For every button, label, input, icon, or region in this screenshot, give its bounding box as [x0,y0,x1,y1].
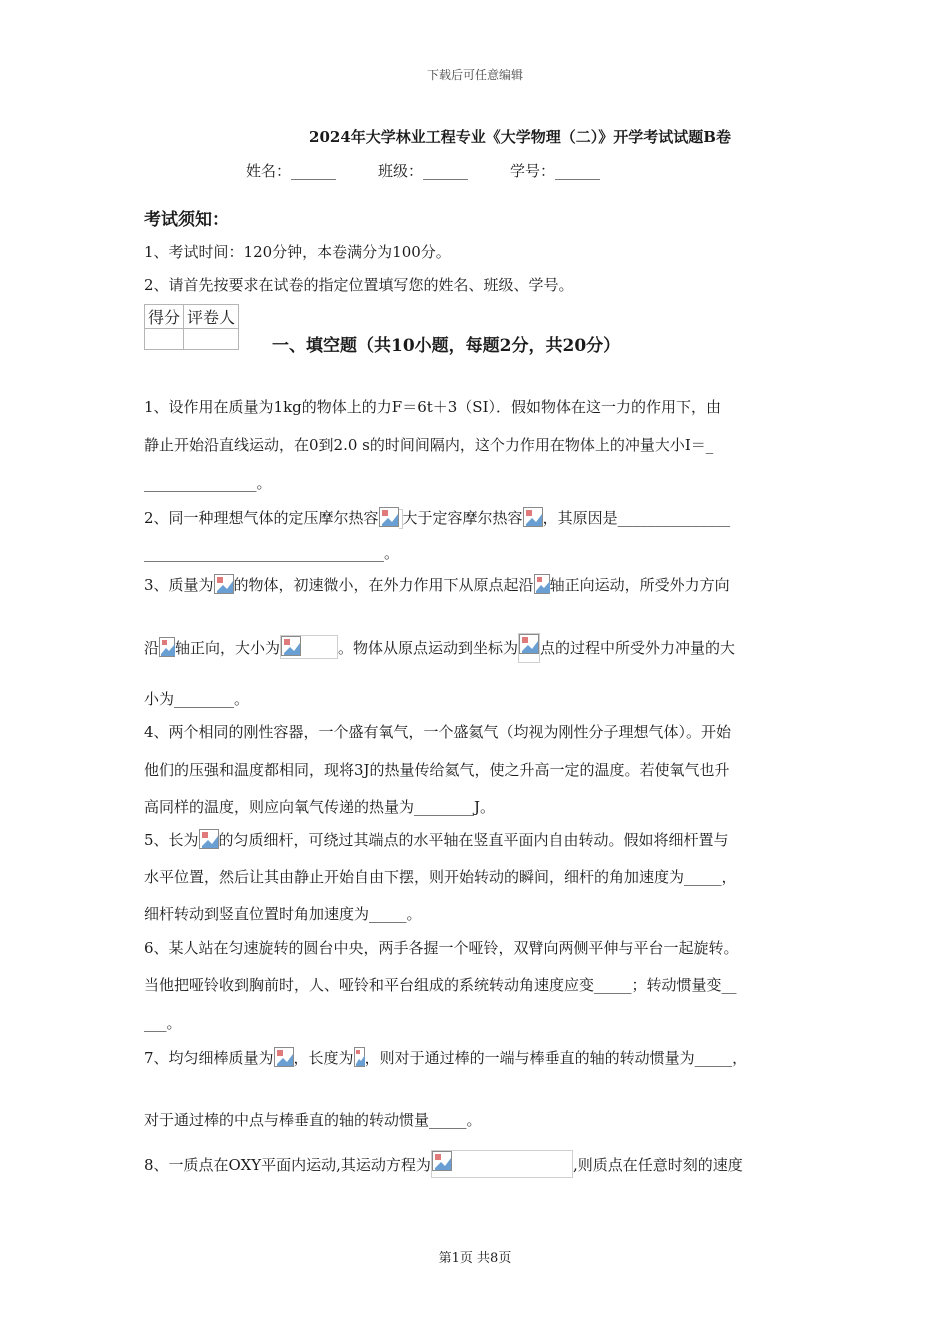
broken-image-icon [519,634,539,654]
q3-text-e: 轴正向，大小为 [175,639,281,657]
q6-line-3: ___。 [144,1014,182,1032]
broken-image-icon [199,829,219,849]
broken-image-icon [159,637,175,657]
q1-line-1: 1、设作用在质量为1kg的物体上的力F＝6t＋3（SI）．假如物体在这一力的作用下，由 [144,398,722,416]
section-title: 一、填空题（共10小题，每题2分，共20分） [272,336,621,356]
q3-text-c: 轴正向运动，所受外力方向 [549,576,730,594]
formula-image-box [518,633,540,663]
q3-line-2 [144,633,735,663]
q5-line-2: 水平位置，然后让其由静止开始自由下摆，则开始转动的瞬间，细杆的角加速度为_____， [144,868,737,886]
q1-line-3: _______________。 [144,474,272,492]
q2-line-2: ________________________________。 [144,544,400,562]
q6-line-2: 当他把哑铃收到胸前时，人、哑铃和平台组成的系统转动角速度应变_____；转动惯量变__ [144,976,737,994]
broken-image-icon [354,1047,365,1067]
q5-line-3: 细杆转动到竖直位置时角加速度为_____。 [144,905,422,923]
q3-text-a: 3、质量为 [144,576,214,594]
q2-text-b: 大于定容摩尔热容 [402,509,523,527]
score-table [144,304,239,350]
q6-line-1: 6、某人站在匀速旋转的圆台中央，两手各握一个哑铃，双臂向两侧平伸与平台一起旋转。 [144,939,739,957]
student-id-field[interactable]: 学号：______ [510,162,601,180]
notice-line-1: 1、考试时间：120分钟，本卷满分为100分。 [144,243,451,261]
q2-text-a: 2、同一种理想气体的定压摩尔热容 [144,509,379,527]
score-header: 得分 [145,305,184,329]
q7-line-1 [144,1047,747,1068]
q5-text-b: 的匀质细杆，可绕过其端点的水平轴在竖直平面内自由转动。假如将细杆置与 [218,831,729,849]
score-cell[interactable] [145,329,184,350]
student-info-fields [246,160,600,181]
notice-title: 考试须知： [144,210,229,230]
q7-text-b: ，长度为 [293,1049,354,1067]
page-header: 下载后可任意编辑 [426,68,523,82]
broken-image-icon [523,507,543,527]
q3-line-3: 小为________。 [144,690,250,708]
formula-image-box [431,1150,573,1178]
q3-text-f: 。物体从原点运动到坐标为 [338,639,519,657]
q8-text-b: ,则质点在任意时刻的速度 [572,1156,743,1174]
grader-header: 评卷人 [184,305,239,329]
q5-text-a: 5、长为 [144,831,199,849]
broken-image-icon [534,574,550,594]
q7-line-2: 对于通过棒的中点与棒垂直的轴的转动惯量_____。 [144,1111,482,1129]
q4-line-2: 他们的压强和温度都相同，现将3J的热量传给氦气，使之升高一定的温度。若使氧气也升 [144,761,730,779]
broken-image-icon [274,1047,294,1067]
q2-line-1 [144,507,730,529]
q3-line-1 [144,574,730,595]
notice-line-2: 2、请首先按要求在试卷的指定位置填写您的姓名、班级、学号。 [144,276,574,294]
broken-image-icon [379,507,399,527]
broken-image-icon [214,574,234,594]
q3-text-d: 沿 [144,639,160,657]
q8-line-1 [144,1150,743,1178]
q8-text-a: 8、一质点在OXY平面内运动,其运动方程为 [144,1156,431,1174]
q2-text-c: ，其原因是_______________ [542,509,731,527]
page-footer: 第1页 共8页 [438,1251,512,1266]
q3-text-g: 点的过程中所受外力冲量的大 [540,639,736,657]
class-field[interactable]: 班级：______ [378,162,469,180]
q5-line-1 [144,829,729,850]
q4-line-1: 4、两个相同的刚性容器，一个盛有氧气，一个盛氦气（均视为刚性分子理想气体）。开始 [144,723,732,741]
formula-image-box [280,635,338,659]
broken-image-icon [432,1151,452,1171]
image-frame [399,509,403,529]
q3-text-b: 的物体，初速微小，在外力作用下从原点起沿 [233,576,534,594]
name-field[interactable]: 姓名：______ [246,162,337,180]
grader-cell[interactable] [184,329,239,350]
q7-text-c: ，则对于通过棒的一端与棒垂直的轴的转动惯量为_____， [364,1049,748,1067]
broken-image-icon [281,636,301,656]
q7-text-a: 7、均匀细棒质量为 [144,1049,274,1067]
q4-line-3: 高同样的温度，则应向氧气传递的热量为________J。 [144,798,496,816]
exam-title: 2024年大学林业工程专业《大学物理（二）》开学考试试题B卷 [309,128,731,146]
q1-line-2: 静止开始沿直线运动，在0到2.0 s的时间间隔内，这个力作用在物体上的冲量大小I＝_ [144,436,714,454]
